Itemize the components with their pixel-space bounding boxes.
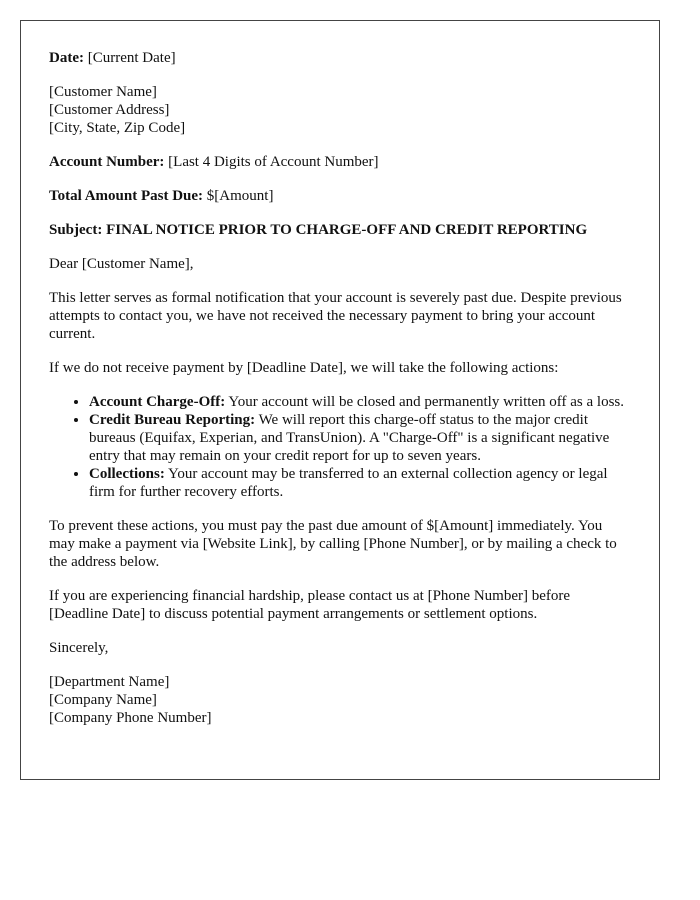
signature-phone: [Company Phone Number] <box>49 710 212 726</box>
recipient-name: [Customer Name] <box>49 84 157 100</box>
account-line <box>49 153 631 171</box>
recipient-address <box>49 83 631 137</box>
action-text: Your account may be transferred to an external collection agency or legal firm for further recovery efforts. <box>89 466 608 500</box>
hardship-paragraph: If you are experiencing financial hardship, please contact us at [Phone Number] before [Deadline Date] to discuss potential payment arrangements or settlement options. <box>49 588 571 622</box>
lead-in-paragraph: If we do not receive payment by [Deadline Date], we will take the following actions: <box>49 360 559 376</box>
actions-list <box>49 393 631 501</box>
account-value: [Last 4 Digits of Account Number] <box>164 154 379 170</box>
amount-value: $[Amount] <box>203 188 274 204</box>
action-text: We will report this charge-off status to the major credit bureaus (Equifax, Experian, and TransUnion). A "Charge-Off" is a significant negative entry that may remain on your credit report for up to seven years. <box>89 412 610 464</box>
subject-line <box>49 221 631 239</box>
amount-label: Total Amount Past Due: <box>49 188 204 204</box>
amount-line <box>49 187 631 205</box>
letter-page <box>20 20 660 780</box>
intro-paragraph: This letter serves as formal notification that your account is severely past due. Despite previous attempts to contact you, we have not received the necessary payment to bring your account current. <box>49 290 622 342</box>
recipient-street: [Customer Address] <box>49 102 170 118</box>
closing: Sincerely, <box>49 640 109 656</box>
signature-department: [Department Name] <box>49 674 170 690</box>
recipient-city: [City, State, Zip Code] <box>49 120 186 136</box>
date-line <box>49 49 631 67</box>
signature-company: [Company Name] <box>49 692 157 708</box>
payment-paragraph: To prevent these actions, you must pay the past due amount of $[Amount] immediately. You may make a payment via [Website Link], by calling [Phone Number], or by mailing a check to the address below. <box>49 518 617 570</box>
subject-value: FINAL NOTICE PRIOR TO CHARGE-OFF AND CREDIT REPORTING <box>102 222 588 238</box>
date-label: Date: <box>49 50 84 66</box>
action-title: Account Charge-Off: <box>89 394 226 410</box>
action-title: Credit Bureau Reporting: <box>89 412 256 428</box>
salutation: Dear [Customer Name], <box>49 256 194 272</box>
action-title: Collections: <box>89 466 165 482</box>
subject-label: Subject: <box>49 222 103 238</box>
action-text: Your account will be closed and permanently written off as a loss. <box>225 394 625 410</box>
signature-block <box>49 673 631 727</box>
list-item <box>89 393 631 411</box>
account-label: Account Number: <box>49 154 165 170</box>
list-item <box>89 411 631 465</box>
list-item <box>89 465 631 501</box>
date-value: [Current Date] <box>83 50 176 66</box>
